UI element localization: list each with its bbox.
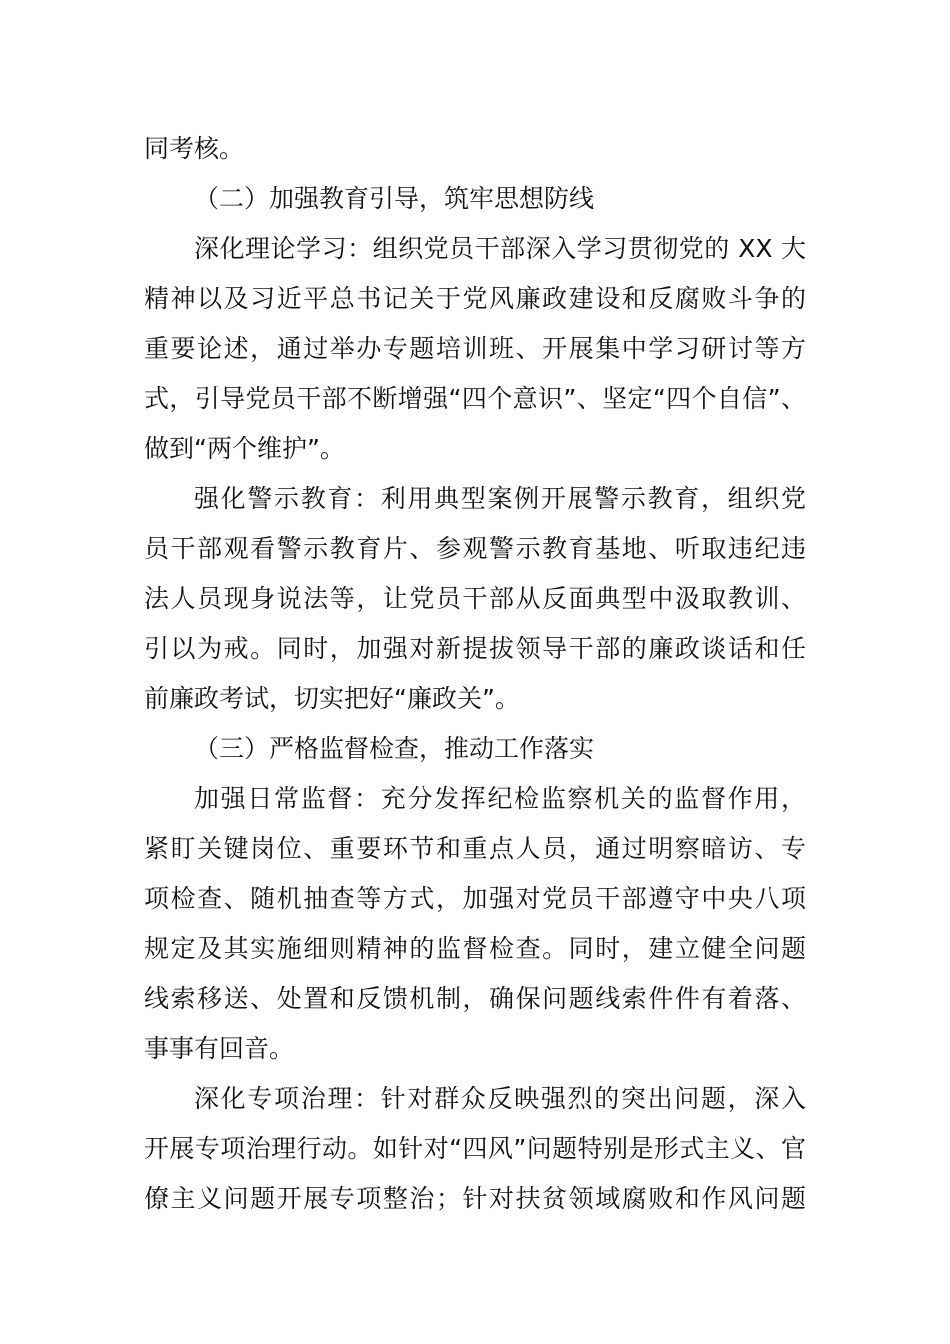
text-line: 项检查、随机抽查等方式，加强对党员干部遵守中央八项	[144, 884, 806, 913]
text-line: 僚主义问题开展专项整治；针对扶贫领域腐败和作风问题	[144, 1184, 806, 1213]
text-line: 线索移送、处置和反馈机制，确保问题线索件件有着落、	[144, 984, 806, 1013]
text-line: 法人员现身说法等，让党员干部从反面典型中汲取教训、	[144, 584, 806, 613]
text-line: 精神以及习近平总书记关于党风廉政建设和反腐败斗争的	[144, 284, 806, 313]
text-line: 员干部观看警示教育片、参观警示教育基地、听取违纪违	[144, 534, 806, 563]
text-line: 式，引导党员干部不断增强“四个意识”、坚定“四个自信”、	[144, 384, 806, 413]
text-line: 强化警示教育：利用典型案例开展警示教育，组织党	[194, 484, 806, 513]
text-line: 做到“两个维护”。	[144, 434, 345, 463]
text-line: 深化专项治理：针对群众反映强烈的突出问题，深入	[194, 1084, 806, 1113]
text-line: 开展专项治理行动。如针对“四风”问题特别是形式主义、官	[144, 1134, 806, 1163]
text-line: 重要论述，通过举办专题培训班、开展集中学习研讨等方	[144, 334, 806, 363]
text-line: 事事有回音。	[144, 1034, 295, 1063]
section-heading: （三）严格监督检查，推动工作落实	[194, 734, 595, 763]
text-line: 规定及其实施细则精神的监督检查。同时，建立健全问题	[144, 934, 806, 963]
text-line: 深化理论学习：组织党员干部深入学习贯彻党的 XX 大	[194, 234, 806, 263]
text-line: 前廉政考试，切实把好“廉政关”。	[144, 684, 520, 713]
text-line: 紧盯关键岗位、重要环节和重点人员，通过明察暗访、专	[144, 834, 806, 863]
section-heading: （二）加强教育引导，筑牢思想防线	[194, 184, 595, 213]
text-line: 同考核。	[144, 134, 245, 163]
text-line: 加强日常监督：充分发挥纪检监察机关的监督作用，	[194, 784, 806, 813]
text-line: 引以为戒。同时，加强对新提拔领导干部的廉政谈话和任	[144, 634, 806, 663]
